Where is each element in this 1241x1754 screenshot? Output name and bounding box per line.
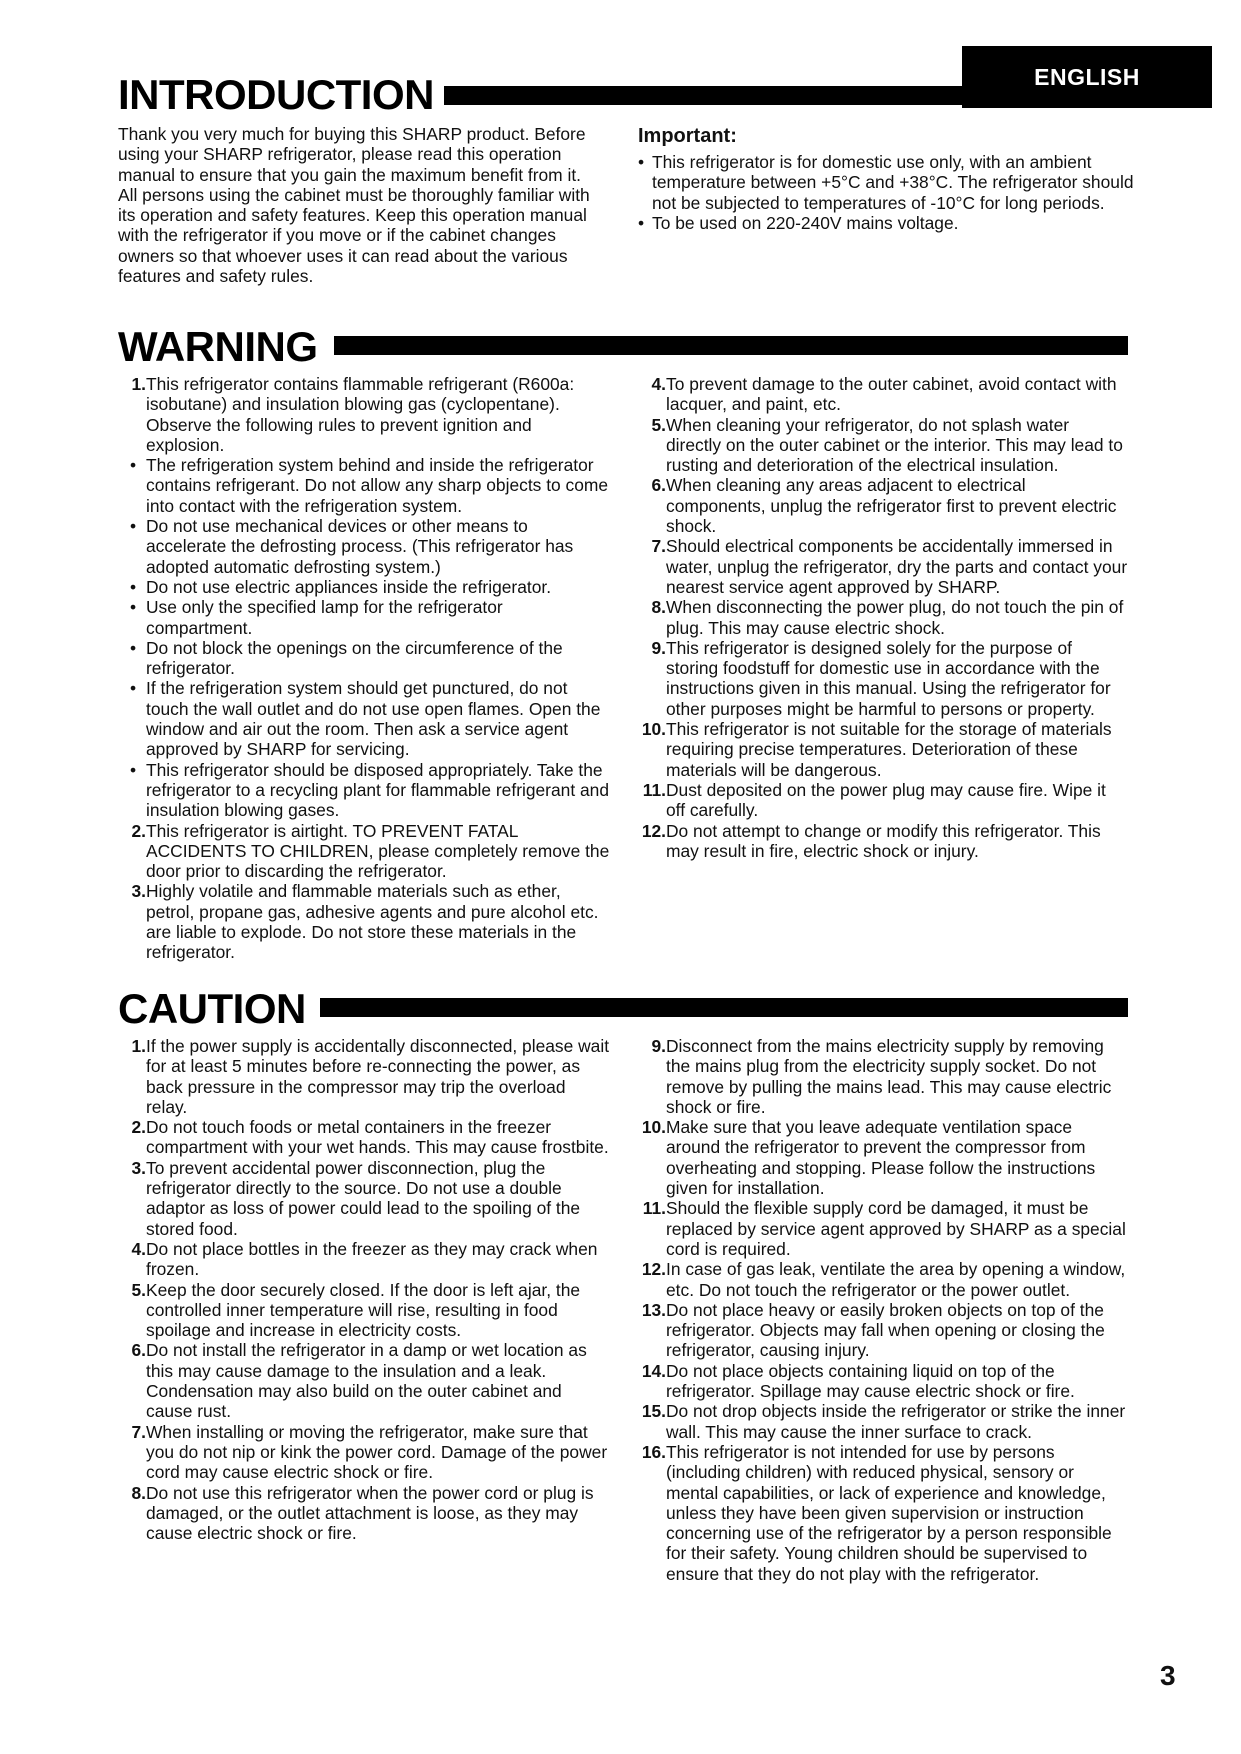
- caution-right-column: [638, 1036, 1128, 1584]
- warning-bullet: • Do not use mechanical devices or other means to accelerate the defrosting process. (This refrigerator has adopted automatic defrosting system.): [130, 516, 574, 577]
- warning-bullet: • Use only the specified lamp for the refrigerator compartment.: [130, 597, 503, 638]
- caution-item: 1. If the power supply is accidentally disconnected, please wait for at least 5 minutes before re-connecting the power, as back pressure in the compressor may trip the overload relay.: [131, 1036, 610, 1117]
- caution-item: 14. Do not place objects containing liquid on top of the refrigerator. Spillage may cause electric shock or fire.: [641, 1360, 1075, 1402]
- caution-item: 11. Should the flexible supply cord be damaged, it must be replaced by service agent approved by SHARP as a special cord is required.: [642, 1198, 1126, 1259]
- warning-bullet: • This refrigerator should be disposed appropriately. Take the refrigerator to a recycling plant for flammable refrigerant and insulation blowing gases.: [130, 759, 610, 821]
- warning-item: 11. Dust deposited on the power plug may cause fire. Wipe it off carefully.: [642, 779, 1106, 821]
- caution-left-column: [118, 1036, 610, 1543]
- warning-item: 3. Highly volatile and flammable materials such as ether, petrol, propane gas, adhesive agents and pure alcohol etc. are liable to explode. Do not store these materials in the refrigerator.: [131, 881, 599, 963]
- intro-paragraph: Thank you very much for buying this SHARP product. Before using your SHARP refrigerator, please read this operation manual to ensure that you gain the maximum benefit from it.: [118, 124, 586, 185]
- warning-left-column: [118, 374, 610, 963]
- important-title: Important:: [638, 125, 737, 147]
- warning-item: 6. When cleaning any areas adjacent to electrical components, unplug the refrigerator first to prevent electric shock.: [651, 475, 1117, 537]
- warning-heading: WARNING: [118, 323, 318, 370]
- warning-item: 2. This refrigerator is airtight. TO PREVENT FATAL ACCIDENTS TO CHILDREN, please completely remove the door prior to discarding the refrigerator.: [131, 820, 610, 882]
- caution-item: 10. Make sure that you leave adequate ventilation space around the refrigerator to prevent the compressor from overheating and stopping. Please follow the instructions given for installation.: [641, 1117, 1096, 1199]
- caution-item: 13. Do not place heavy or easily broken objects on top of the refrigerator. Objects may fall when opening or closing the refrigerator, causing injury.: [641, 1299, 1105, 1361]
- introduction-text: [118, 124, 606, 286]
- intro-paragraph: All persons using the cabinet must be thoroughly familiar with its operation and safety features. Keep this operation manual with the refrigerator if you move or if the cabinet changes owners so that whoever uses it can read about the various features and safety rules.: [118, 184, 590, 287]
- caution-heading: CAUTION: [118, 985, 306, 1032]
- warning-item: 1. This refrigerator contains flammable refrigerant (R600a: isobutane) and insulation blowing gas (cyclopentane). Observe the following rules to prevent ignition and explosion.: [131, 374, 575, 455]
- caution-item: 5. Keep the door securely closed. If the door is left ajar, the controlled inner temperature will rise, resulting in food spoilage and increase in electricity costs.: [131, 1279, 581, 1341]
- warning-item: 4. To prevent damage to the outer cabinet, avoid contact with lacquer, and paint, etc.: [651, 374, 1117, 415]
- page-number: 3: [1160, 1660, 1176, 1691]
- caution-item: 4. Do not place bottles in the freezer as they may crack when frozen.: [131, 1238, 598, 1280]
- caution-item: 12. In case of gas leak, ventilate the area by opening a window, etc. Do not touch the refrigerator or the power outlet.: [641, 1259, 1126, 1300]
- warning-bullet: • Do not block the openings on the circumference of the refrigerator.: [130, 637, 563, 679]
- introduction-heading: INTRODUCTION: [118, 71, 434, 118]
- caution-item: 6. Do not install the refrigerator in a damp or wet location as this may cause damage to the insulation and a leak. Condensation may also build on the outer cabinet and cause rust.: [131, 1340, 587, 1422]
- caution-item: 3. To prevent accidental power disconnection, plug the refrigerator directly to the source. Do not use a double adaptor as loss of power could lead to the spoiling of the stored food.: [131, 1157, 581, 1239]
- warning-rule: [334, 336, 1128, 355]
- warning-item: 12. Do not attempt to change or modify this refrigerator. This may result in fire, electric shock or injury.: [641, 820, 1101, 861]
- warning-item: 9. This refrigerator is designed solely for the purpose of storing foodstuff for domestic use in accordance with the instructions given in this manual. Using the refrigerator for other purposes might be harmful to persons or property.: [651, 637, 1111, 719]
- warning-item: 8. When disconnecting the power plug, do not touch the pin of plug. This may cause electric shock.: [651, 597, 1124, 638]
- warning-right-column: [638, 374, 1128, 861]
- warning-item: 5. When cleaning your refrigerator, do not splash water directly on the outer cabinet or the interior. This may lead to rusting and deterioration of the electrical insulation.: [651, 414, 1123, 476]
- introduction-rule: [444, 86, 962, 105]
- important-item: • To be used on 220-240V mains voltage.: [638, 212, 959, 233]
- caution-item: 2. Do not touch foods or metal containers in the freezer compartment with your wet hands. This may cause frostbite.: [131, 1117, 609, 1158]
- caution-rule: [320, 998, 1128, 1017]
- important-block: [638, 124, 1138, 233]
- caution-item: 15. Do not drop objects inside the refrigerator or strike the inner wall. This may cause the inner surface to crack.: [641, 1401, 1126, 1442]
- language-tab: ENGLISH: [962, 46, 1212, 108]
- warning-item: 10. This refrigerator is not suitable for the storage of materials requiring precise temperatures. Deterioration of these materials will be dangerous.: [641, 719, 1112, 780]
- warning-bullet: • If the refrigeration system should get punctured, do not touch the wall outlet and do not use open flames. Open the window and air out the room. Then ask a service agent approved by SHARP for servicing.: [130, 678, 601, 760]
- caution-item: 9. Disconnect from the mains electricity supply by removing the mains plug from the electricity supply socket. Do not remove by pulling the mains lead. This may cause electric shock or fire.: [651, 1036, 1112, 1117]
- warning-bullet: • Do not use electric appliances inside the refrigerator.: [130, 576, 552, 597]
- caution-item: 8. Do not use this refrigerator when the power cord or plug is damaged, or the outlet attachment is loose, as they may cause electric shock or fire.: [131, 1482, 594, 1544]
- caution-item: 7. When installing or moving the refrigerator, make sure that you do not nip or kink the power cord. Damage of the power cord may cause electric shock or fire.: [131, 1421, 608, 1483]
- warning-item: 7. Should electrical components be accidentally immersed in water, unplug the refrigerator, dry the parts and contact your nearest service agent approved by SHARP.: [651, 536, 1128, 597]
- caution-item: 16. This refrigerator is not intended for use by persons (including children) with reduced physical, sensory or mental capabilities, or lack of experience and knowledge, unless they have been given supervision or instruction concerning use of the refrigerator by a person responsible for their safety. Young children should be supervised to ensure that they do not play with the refrigerator.: [641, 1441, 1112, 1584]
- warning-bullet: • The refrigeration system behind and inside the refrigerator contains refrigerant. Do not allow any sharp objects to come into contact with the refrigeration system.: [130, 455, 609, 516]
- important-item: • This refrigerator is for domestic use only, with an ambient temperature between +5°C and +38°C. The refrigerator should not be subjected to temperatures of -10°C for long periods.: [638, 152, 1134, 213]
